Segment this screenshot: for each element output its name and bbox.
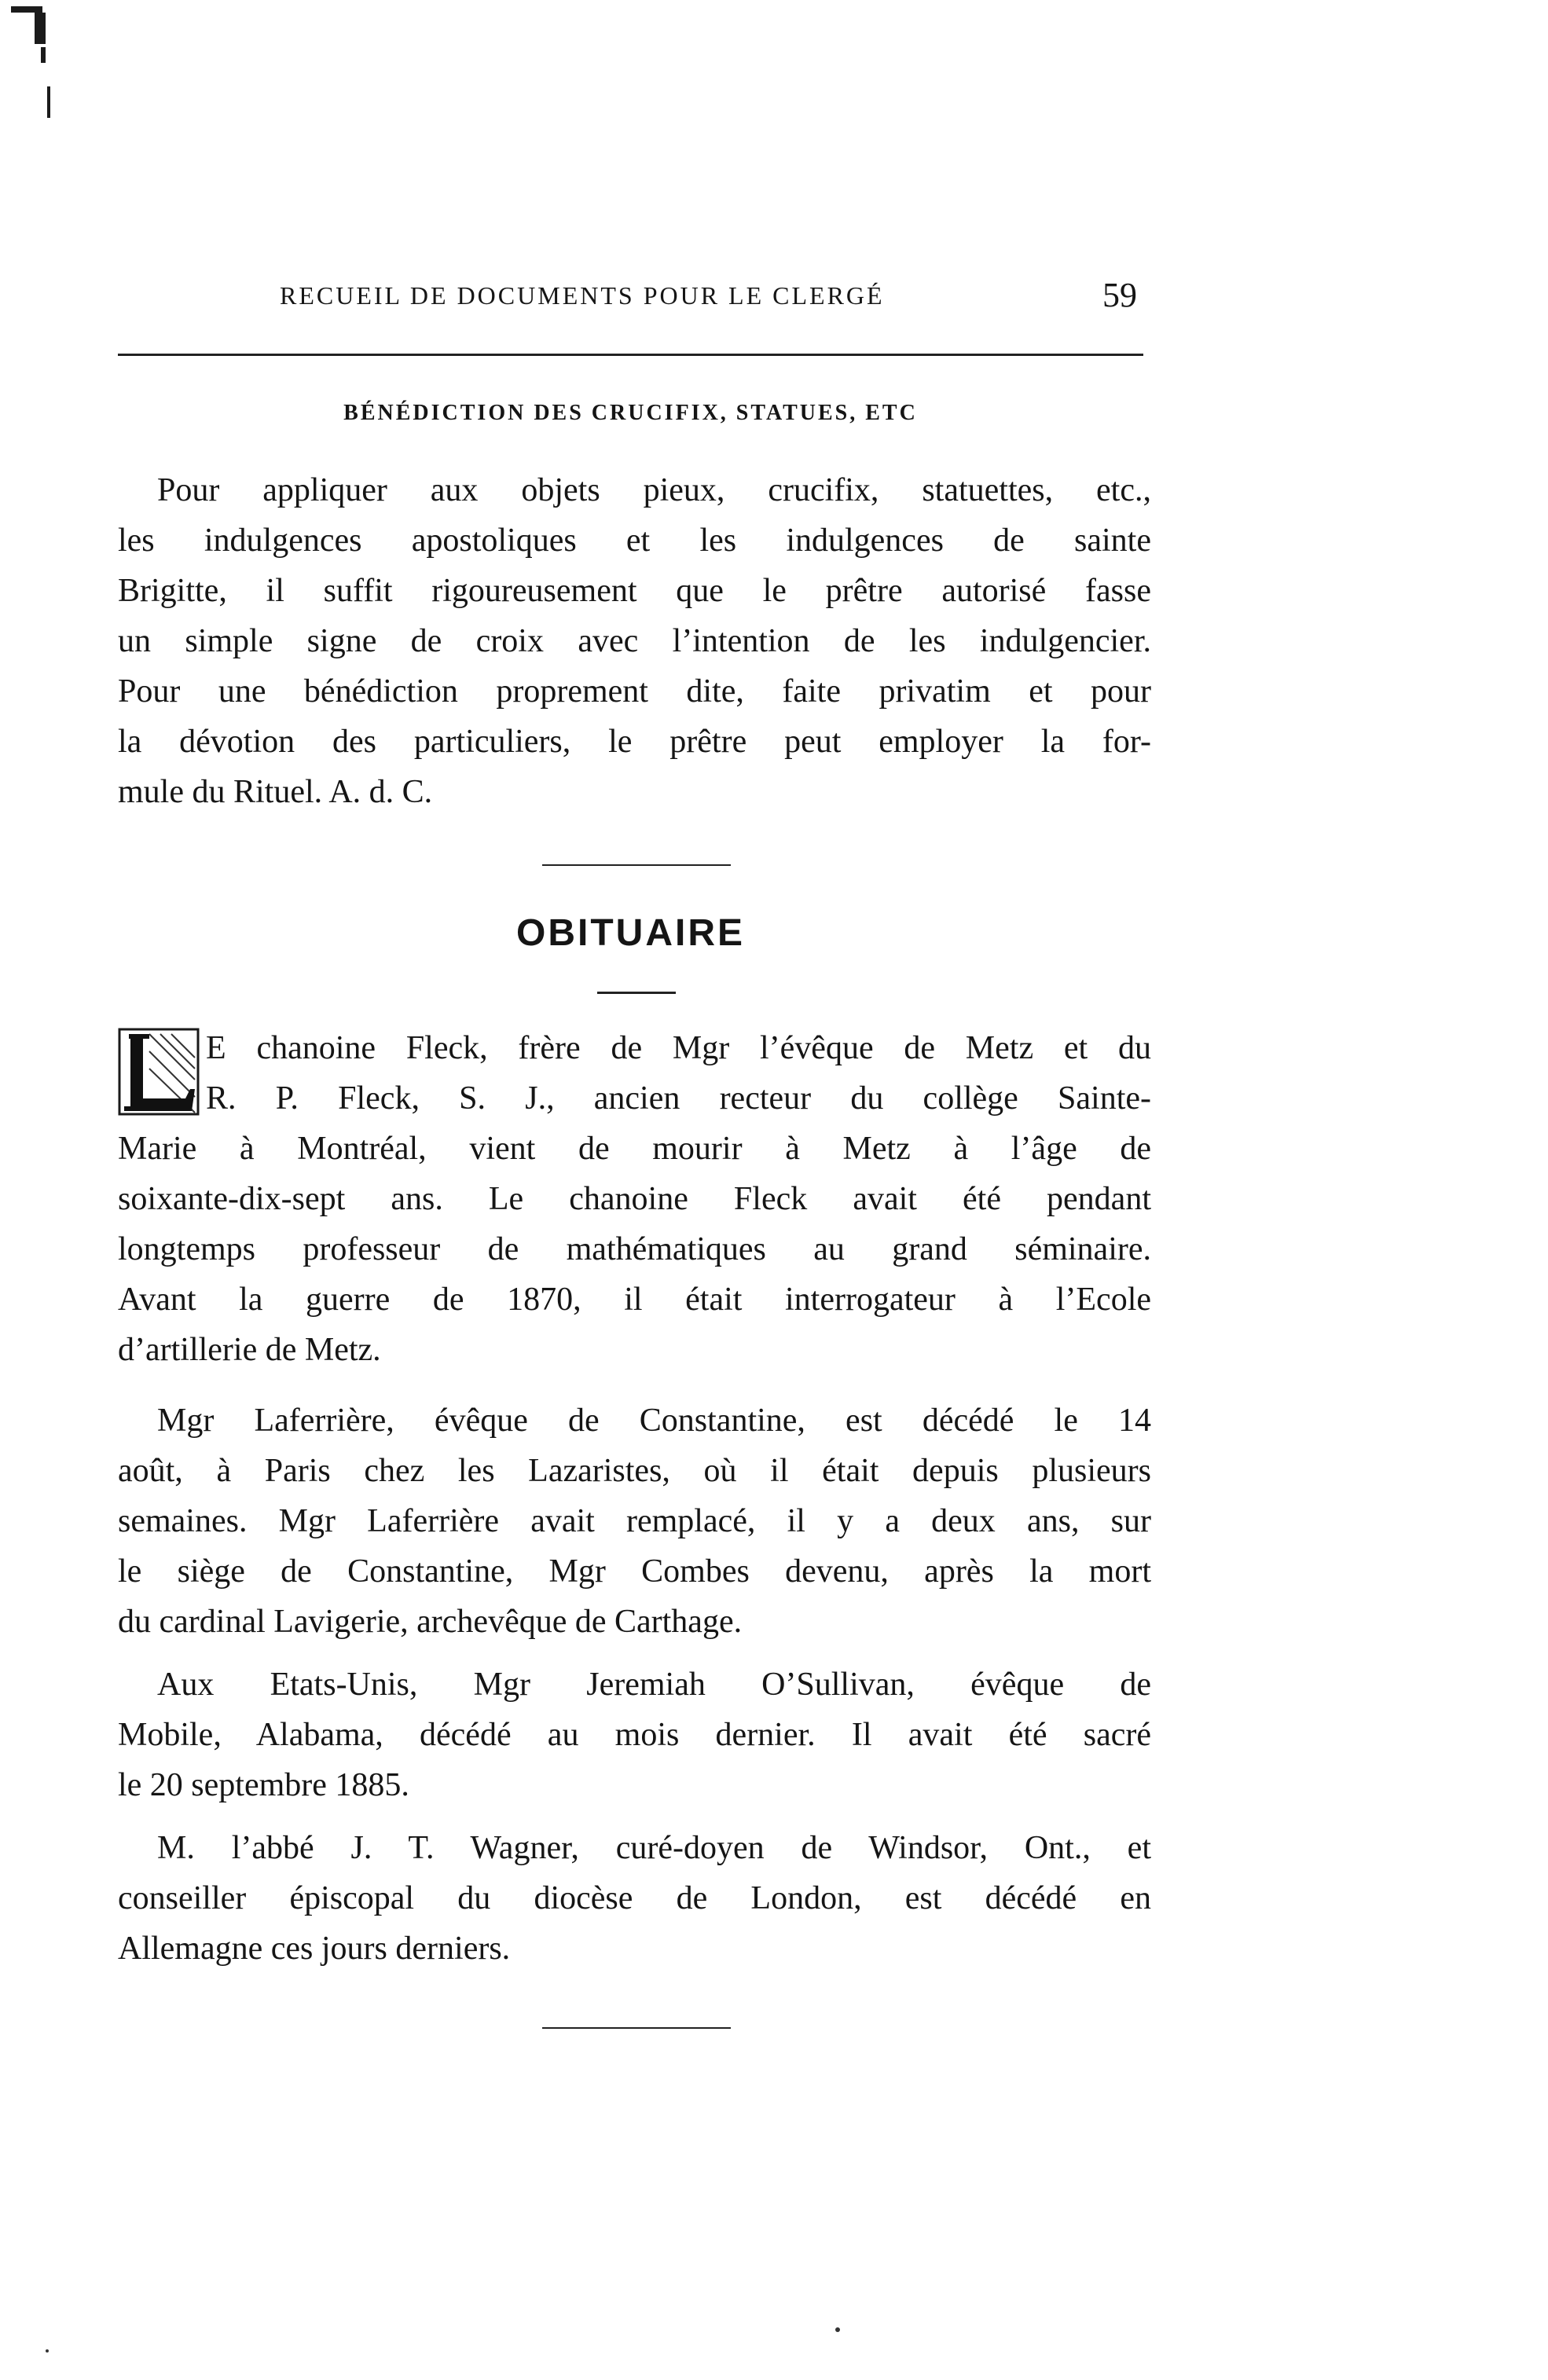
paragraph-line: R. P. Fleck, S. J., ancien recteur du collège Sainte-: [206, 1080, 1151, 1117]
closing-divider: [542, 2027, 731, 2029]
paragraph-line: le siège de Constantine, Mgr Combes devenu, après la mort: [118, 1553, 1151, 1590]
paragraph-line: Marie à Montréal, vient de mourir à Metz à l’âge de: [118, 1131, 1151, 1167]
paragraph-line: Pour une bénédiction proprement dite, faite privatim et pour: [118, 673, 1151, 710]
paragraph-line: Allemagne ces jours derniers.: [118, 1931, 511, 1967]
paragraph-line: Pour appliquer aux objets pieux, crucifix, statuettes, etc.,: [157, 472, 1151, 508]
scan-artifact: [11, 6, 42, 13]
running-header: [280, 275, 1144, 322]
paragraph-line: conseiller épiscopal du diocèse de London, est décédé en: [118, 1880, 1151, 1916]
benediction-paragraph: [118, 465, 1151, 817]
paragraph-line: du cardinal Lavigerie, archevêque de Carthage.: [118, 1604, 743, 1640]
section-heading: BÉNÉDICTION DES CRUCIFIX, STATUES, ETC: [343, 401, 918, 425]
paragraph-line: d’artillerie de Metz.: [118, 1332, 381, 1368]
paragraph-line: un simple signe de croix avec l’intention de les indulgencier.: [118, 623, 1151, 659]
paragraph-line: soixante-dix-sept ans. Le chanoine Fleck avait été pendant: [118, 1181, 1151, 1217]
paragraph-line: août, à Paris chez les Lazaristes, où il était depuis plusieurs: [118, 1453, 1151, 1489]
paragraph-line: mule du Rituel. A. d. C.: [118, 774, 433, 810]
obituary-paragraph: [118, 1395, 1151, 1647]
running-title: RECUEIL DE DOCUMENTS POUR LE CLERGÉ: [280, 281, 885, 310]
section-divider: [542, 864, 731, 866]
header-rule: [118, 354, 1143, 356]
paragraph-line: les indulgences apostoliques et les indulgences de sainte: [118, 523, 1151, 559]
scan-artifact: [47, 86, 50, 118]
paragraph-line: E chanoine Fleck, frère de Mgr l’évêque de Metz et du: [206, 1030, 1151, 1066]
paragraph-line: semaines. Mgr Laferrière avait remplacé, il y a deux ans, sur: [118, 1503, 1151, 1539]
paragraph-line: Mgr Laferrière, évêque de Constantine, est décédé le 14: [157, 1403, 1151, 1439]
obituary-paragraph: [118, 1823, 1151, 1974]
paragraph-line: Mobile, Alabama, décédé au mois dernier. Il avait été sacré: [118, 1717, 1151, 1753]
paragraph-line: Brigitte, il suffit rigoureusement que le prêtre autorisé fasse: [118, 573, 1151, 609]
page-number: 59: [1102, 276, 1137, 314]
paragraph-line: le 20 septembre 1885.: [118, 1767, 409, 1803]
paragraph-line: longtemps professeur de mathématiques au grand séminaire.: [118, 1231, 1151, 1267]
obituary-paragraph: [118, 1023, 1151, 1375]
paragraph-line: la dévotion des particuliers, le prêtre peut employer la for-: [118, 724, 1151, 760]
paragraph-line: Avant la guerre de 1870, il était interrogateur à l’Ecole: [118, 1282, 1151, 1318]
obituary-paragraph: [118, 1659, 1151, 1810]
paragraph-line: Aux Etats-Unis, Mgr Jeremiah O’Sullivan, évêque de: [157, 1667, 1151, 1703]
scan-dot: [835, 2327, 840, 2332]
paragraph-line: M. l’abbé J. T. Wagner, curé-doyen de Windsor, Ont., et: [157, 1830, 1151, 1866]
scan-artifact: [41, 47, 46, 63]
obituary-title: OBITUAIRE: [516, 912, 745, 954]
scan-artifact: [35, 13, 46, 44]
title-underline: [597, 992, 676, 994]
scan-dot: [46, 2349, 49, 2352]
